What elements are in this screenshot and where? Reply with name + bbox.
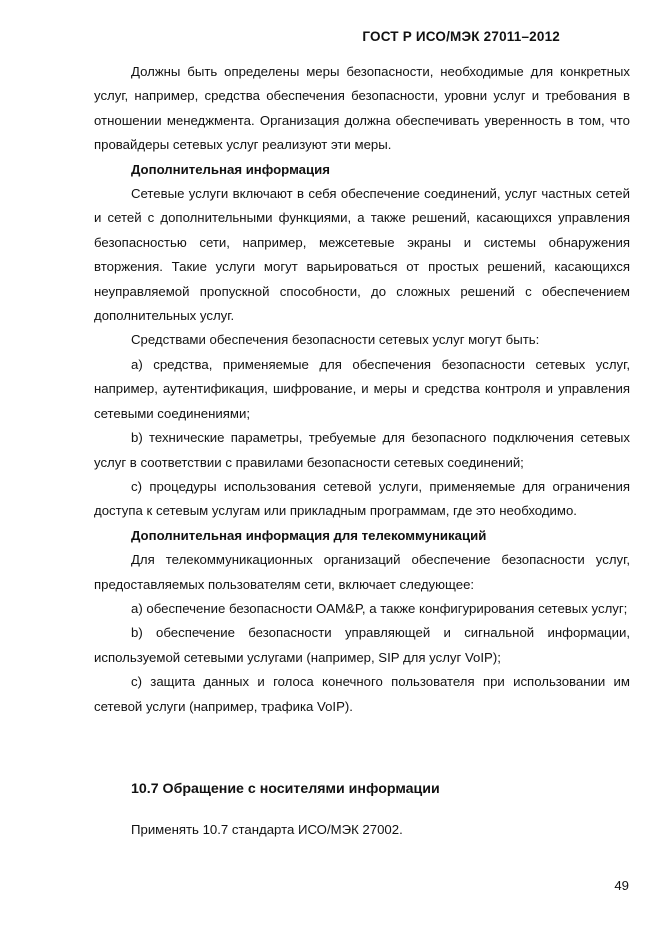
paragraph-security-means-intro: Средствами обеспечения безопасности сетевых услуг могут быть:: [131, 332, 540, 348]
list-item-c-procedures: c) процедуры использования сетевой услуги, применяемые для ограничения доступа к сетевым услугам или прикладным программам, где это необходимо.: [94, 478, 630, 519]
paragraph-network-services: Сетевые услуги включают в себя обеспечение соединений, услуг частных сетей и сетей с дополнительными функциями, а также решений, касающихся управления безопасностью сети, например, межсетевые экраны и системы обнаружения вторжения. Такие услуги могут варьироваться от простых решений, касающихся неуправляемой пропускной способности, до сложных решений с обеспечением дополнительных услуг.: [94, 186, 630, 324]
subheading-telecom-info: Дополнительная информация для телекоммуникаций: [131, 527, 487, 543]
subheading-additional-info: Дополнительная информация: [131, 161, 330, 177]
list-item-b-parameters: b) технические параметры, требуемые для безопасного подключения сетевых услуг в соответствии с правилами безопасности сетевых соединений;: [94, 430, 630, 470]
list-item-a-oamp: a) обеспечение безопасности OAM&P, а также конфигурирования сетевых услуг;: [131, 600, 628, 616]
document-body: [94, 60, 630, 719]
list-item-b-signaling: b) обеспечение безопасности управляющей и сигнальной информации, используемой сетевыми услугами (например, SIP для услуг VoIP);: [94, 625, 630, 665]
section-text: Применять 10.7 стандарта ИСО/МЭК 27002.: [131, 822, 403, 837]
list-item-c-voice-data: c) защита данных и голоса конечного пользователя при использовании им сетевой услуги (например, трафика VoIP).: [94, 674, 630, 714]
section-heading: 10.7 Обращение с носителями информации: [131, 781, 440, 797]
page-number: 49: [614, 878, 629, 893]
list-item-a-means: a) средства, применяемые для обеспечения безопасности сетевых услуг, например, аутентификация, шифрование, и меры и средства контроля и управления сетевыми соединениями;: [94, 356, 630, 421]
paragraph-telecom-intro: Для телекоммуникационных организаций обеспечение безопасности услуг, предоставляемых пользователям сети, включает следующее:: [94, 552, 630, 592]
paragraph-network-measures: Должны быть определены меры безопасности, необходимые для конкретных услуг, например, средства обеспечения безопасности, уровни услуг и требования в отношении менеджмента. Организация должна обеспечивать уверенность в том, что провайдеры сетевых услуг реализуют эти меры.: [94, 64, 630, 153]
document-header: ГОСТ Р ИСО/МЭК 27011–2012: [362, 29, 560, 44]
